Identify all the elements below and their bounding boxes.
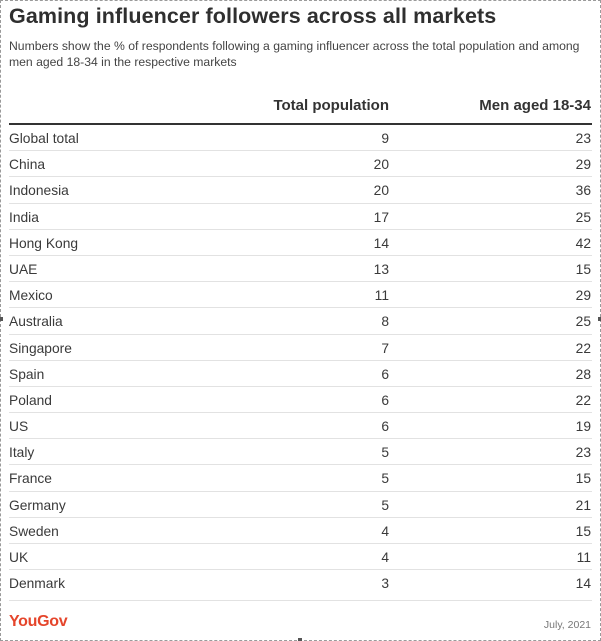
table-row <box>9 492 592 518</box>
market-label: Spain <box>9 366 45 382</box>
table-row <box>9 335 592 361</box>
total-population-value: 20 <box>373 183 389 199</box>
men-18-34-value: 11 <box>576 550 591 565</box>
men-18-34-value: 14 <box>575 576 591 592</box>
publication-date: July, 2021 <box>543 619 591 631</box>
men-18-34-value: 28 <box>575 366 591 382</box>
market-label: Singapore <box>9 340 72 356</box>
total-population-value: 20 <box>373 157 389 173</box>
total-population-value: 17 <box>373 209 389 225</box>
market-label: Hong Kong <box>9 235 79 251</box>
market-label: India <box>9 209 39 225</box>
men-18-34-value: 23 <box>575 445 591 461</box>
column-header-total-population: Total population <box>273 97 389 114</box>
total-population-value: 5 <box>381 497 389 513</box>
men-18-34-value: 29 <box>575 157 591 173</box>
column-header-men-18-34: Men aged 18-34 <box>479 97 591 114</box>
total-population-value: 5 <box>381 445 389 461</box>
table-row <box>9 256 592 282</box>
table-row <box>9 387 592 413</box>
men-18-34-value: 36 <box>575 183 591 199</box>
total-population-value: 4 <box>381 523 389 539</box>
chart-title: Gaming influencer followers across all markets <box>9 4 497 28</box>
men-18-34-value: 19 <box>575 419 591 435</box>
market-label: UAE <box>9 261 38 277</box>
total-population-value: 8 <box>381 314 389 330</box>
table-row <box>9 544 592 570</box>
men-18-34-value: 23 <box>575 131 591 146</box>
total-population-value: 5 <box>381 471 389 487</box>
total-population-value: 11 <box>374 288 389 304</box>
market-label: UK <box>9 550 29 565</box>
table-row <box>9 282 592 308</box>
market-label: Poland <box>9 392 52 408</box>
men-18-34-value: 22 <box>575 392 591 408</box>
market-label: Italy <box>9 445 35 461</box>
market-label: China <box>9 157 46 173</box>
total-population-value: 14 <box>373 235 389 251</box>
total-population-value: 3 <box>381 576 389 592</box>
table-row <box>9 439 592 465</box>
market-label: Indonesia <box>9 183 69 199</box>
yougov-logo: YouGov <box>9 613 68 630</box>
table-row <box>9 413 592 439</box>
total-population-value: 9 <box>381 131 389 146</box>
market-label: Global total <box>9 131 79 146</box>
total-population-value: 6 <box>381 366 389 382</box>
total-population-value: 6 <box>381 392 389 408</box>
table-row <box>9 230 592 256</box>
table-row <box>9 125 592 151</box>
table-row <box>9 177 592 203</box>
total-population-value: 7 <box>381 340 389 356</box>
market-label: US <box>9 419 29 435</box>
men-18-34-value: 42 <box>575 235 591 251</box>
men-18-34-value: 15 <box>575 523 591 539</box>
men-18-34-value: 29 <box>575 288 591 304</box>
table-row <box>9 204 592 230</box>
chart-subtitle: Numbers show the % of respondents following a gaming influencer across the total population and among men aged 18-34 in the respective markets <box>9 39 580 69</box>
resize-handle-left[interactable] <box>0 317 3 321</box>
market-label: Germany <box>9 497 66 513</box>
men-18-34-value: 25 <box>575 209 591 225</box>
table-row <box>9 518 592 544</box>
men-18-34-value: 15 <box>575 261 591 277</box>
total-population-value: 6 <box>381 419 389 435</box>
men-18-34-value: 21 <box>575 497 591 513</box>
market-label: Australia <box>9 314 63 330</box>
men-18-34-value: 22 <box>575 340 591 356</box>
table-row <box>9 361 592 387</box>
table-row <box>9 308 592 334</box>
table-row <box>9 570 592 596</box>
market-label: Mexico <box>9 288 53 304</box>
table-body <box>9 125 592 596</box>
market-label: Denmark <box>9 576 65 592</box>
men-18-34-value: 15 <box>575 471 591 487</box>
table-row <box>9 151 592 177</box>
total-population-value: 13 <box>373 261 389 277</box>
market-label: France <box>9 471 52 487</box>
market-label: Sweden <box>9 523 59 539</box>
men-18-34-value: 25 <box>575 314 591 330</box>
table-row <box>9 465 592 491</box>
total-population-value: 4 <box>381 550 389 565</box>
footer-divider <box>9 600 592 601</box>
